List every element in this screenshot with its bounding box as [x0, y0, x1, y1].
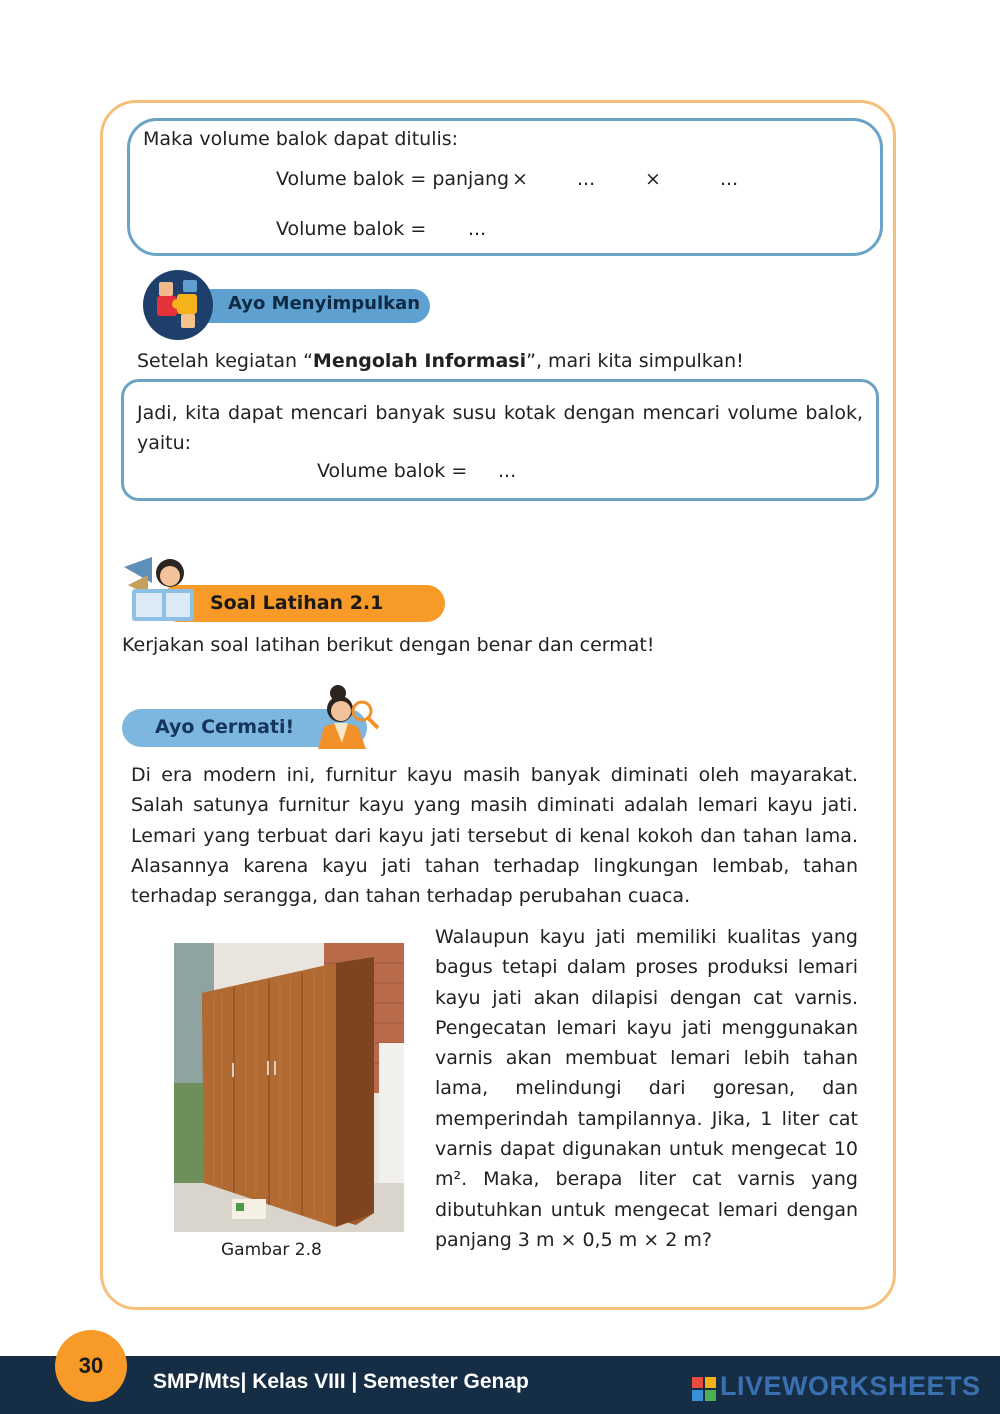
liveworksheets-brand[interactable]: LIVEWORKSHEETS [720, 1371, 981, 1401]
blank-2[interactable]: ... [720, 168, 739, 190]
conclusion-text: Jadi, kita dapat mencari banyak susu kotak dengan mencari volume balok, yaitu: [137, 402, 863, 454]
teak-wardrobe-photo [174, 943, 404, 1232]
page-number: 30 [55, 1330, 127, 1402]
liveworksheets-logo-icon [692, 1377, 716, 1401]
ayo-cermati-title: Ayo Cermati! [155, 716, 295, 738]
times-sign-2: × [645, 168, 661, 190]
cermati-paragraph-2: Walaupun kayu jati memiliki kualitas yang bagus tetapi dalam proses produksi lemari kayu jati akan dilapisi dengan cat varnis. Pengecatan lemari kayu jati menggunakan varnis akan membuat lemari lebih tahan lama, melindungi dari goresan, dan memperindah tampilannya. Jika, 1 liter cat varnis dapat digunakan untuk mengecat 10 m². Maka, berapa liter cat varnis yang dibutuhkan untuk mengecat lemari dengan panjang 3 m × 0,5 m × 2 m? [435, 926, 858, 1251]
magnifier-girl-icon [312, 683, 382, 749]
box1-intro: Maka volume balok dapat ditulis: [143, 128, 459, 150]
reading-girl-icon [122, 555, 194, 625]
conclusion-formula-label: Volume balok = [317, 460, 468, 482]
soal-instruction: Kerjakan soal latihan berikut dengan benar dan cermat! [122, 634, 655, 656]
formula2-label: Volume balok = [276, 218, 427, 240]
footer-text: SMP/Mts| Kelas VIII | Semester Genap [153, 1370, 529, 1393]
puzzle-hands-icon [143, 270, 213, 340]
blank-3[interactable]: ... [468, 218, 487, 240]
times-sign-1: × [512, 168, 528, 190]
figure-caption: Gambar 2.8 [221, 1240, 322, 1260]
menyimpulkan-intro: Setelah kegiatan “Mengolah Informasi”, mari kita simpulkan! [137, 350, 744, 372]
blank-1[interactable]: ... [577, 168, 596, 190]
soal-latihan-title: Soal Latihan 2.1 [210, 592, 384, 614]
menyimpulkan-title: Ayo Menyimpulkan [228, 293, 421, 314]
cermati-paragraph-1: Di era modern ini, furnitur kayu masih banyak diminati oleh mayarakat. Salah satunya furnitur kayu yang masih diminati adalah lemari kayu jati. Lemari yang terbuat dari kayu jati tersebut di kenal kokoh dan tahan lama. Alasannya karena kayu jati tahan terhadap lingkungan lembab, tahan terhadap serangga, dan tahan terhadap perubahan cuaca. [131, 764, 858, 908]
conclusion-blank[interactable]: ... [498, 460, 517, 482]
formula1-label: Volume balok = panjang [276, 168, 510, 190]
